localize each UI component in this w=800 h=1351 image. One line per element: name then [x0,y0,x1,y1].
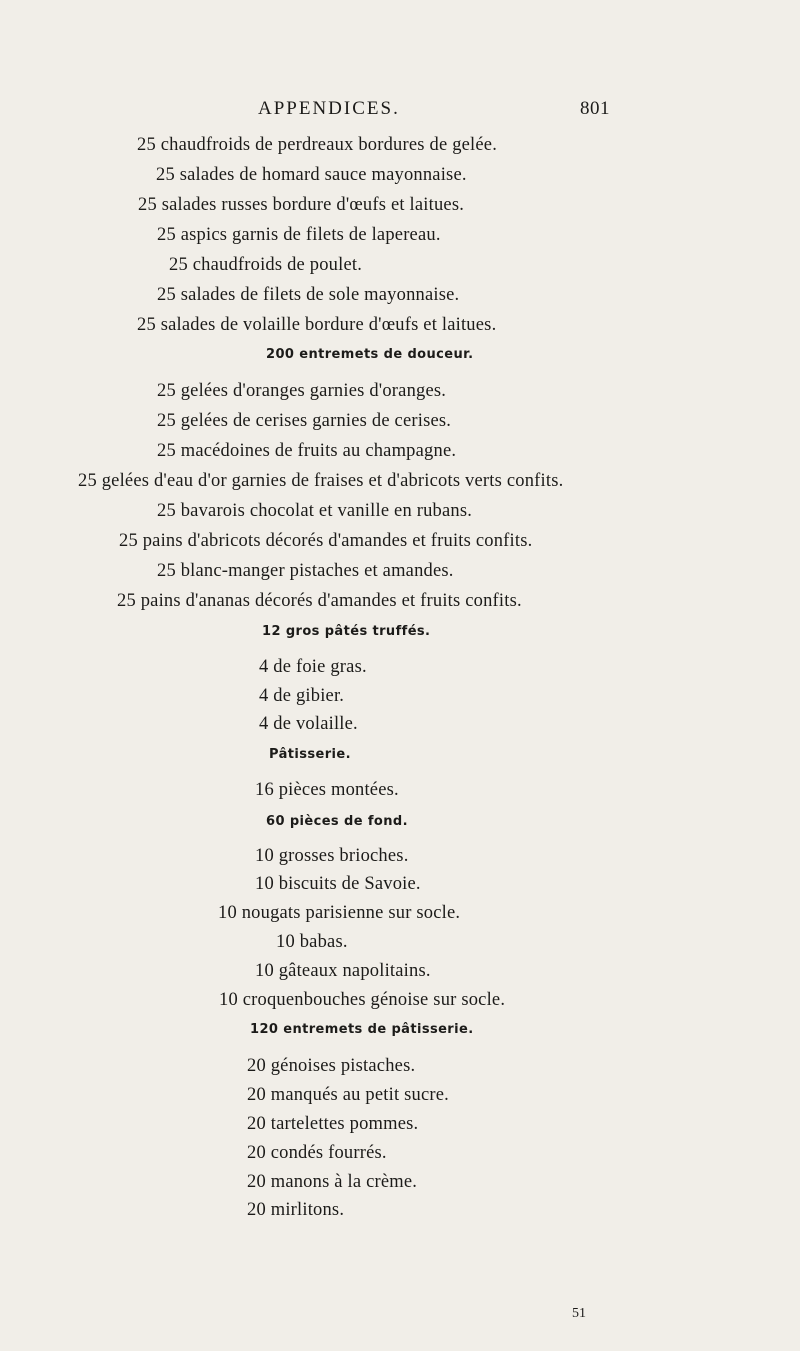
menu-item: 25 bavarois chocolat et vanille en rubans. [157,501,473,521]
menu-item: 25 gelées d'oranges garnies d'oranges. [157,381,447,401]
page-header [0,98,800,126]
menu-item: 4 de foie gras. [259,657,367,677]
menu-item: 25 pains d'abricots décorés d'amandes et fruits confits. [119,531,533,551]
running-title: APPENDICES. [258,98,400,119]
section-heading: 200 entremets de douceur. [266,347,474,362]
menu-item: 10 gâteaux napolitains. [255,961,431,981]
menu-item: 25 salades russes bordure d'œufs et laitues. [138,195,465,215]
menu-item: 25 salades de filets de sole mayonnaise. [157,285,460,305]
menu-item: 25 chaudfroids de perdreaux bordures de gelée. [137,135,498,155]
menu-item: 20 mirlitons. [247,1200,345,1220]
menu-item: 25 salades de homard sauce mayonnaise. [156,165,467,185]
menu-item: 4 de gibier. [259,686,345,706]
menu-item: 4 de volaille. [259,714,358,734]
section-heading: 120 entremets de pâtisserie. [250,1022,474,1037]
menu-item: 10 nougats parisienne sur socle. [218,903,461,923]
menu-item: 20 tartelettes pommes. [247,1114,419,1134]
menu-item: 25 chaudfroids de poulet. [169,255,363,275]
menu-item: 20 génoises pistaches. [247,1056,416,1076]
menu-item: 25 pains d'ananas décorés d'amandes et fruits confits. [117,591,522,611]
signature-mark: 51 [572,1306,586,1321]
menu-item: 10 grosses brioches. [255,846,409,866]
menu-item: 25 macédoines de fruits au champagne. [157,441,457,461]
section-heading: 60 pièces de fond. [266,814,408,829]
page-number: 801 [580,98,610,119]
menu-item: 10 biscuits de Savoie. [255,874,421,894]
menu-item: 25 gelées d'eau d'or garnies de fraises et d'abricots verts confits. [78,471,564,491]
section-heading: 12 gros pâtés truffés. [262,624,431,639]
menu-item: 10 croquenbouches génoise sur socle. [219,990,506,1010]
menu-item: 10 babas. [276,932,348,952]
menu-item: 25 aspics garnis de filets de lapereau. [157,225,441,245]
menu-item: 20 condés fourrés. [247,1143,387,1163]
menu-item: 20 manons à la crème. [247,1172,418,1192]
section-heading: Pâtisserie. [269,747,351,762]
menu-item: 25 gelées de cerises garnies de cerises. [157,411,452,431]
menu-item: 20 manqués au petit sucre. [247,1085,449,1105]
menu-item: 25 blanc-manger pistaches et amandes. [157,561,454,581]
menu-item: 25 salades de volaille bordure d'œufs et laitues. [137,315,497,335]
menu-item: 16 pièces montées. [255,780,399,800]
